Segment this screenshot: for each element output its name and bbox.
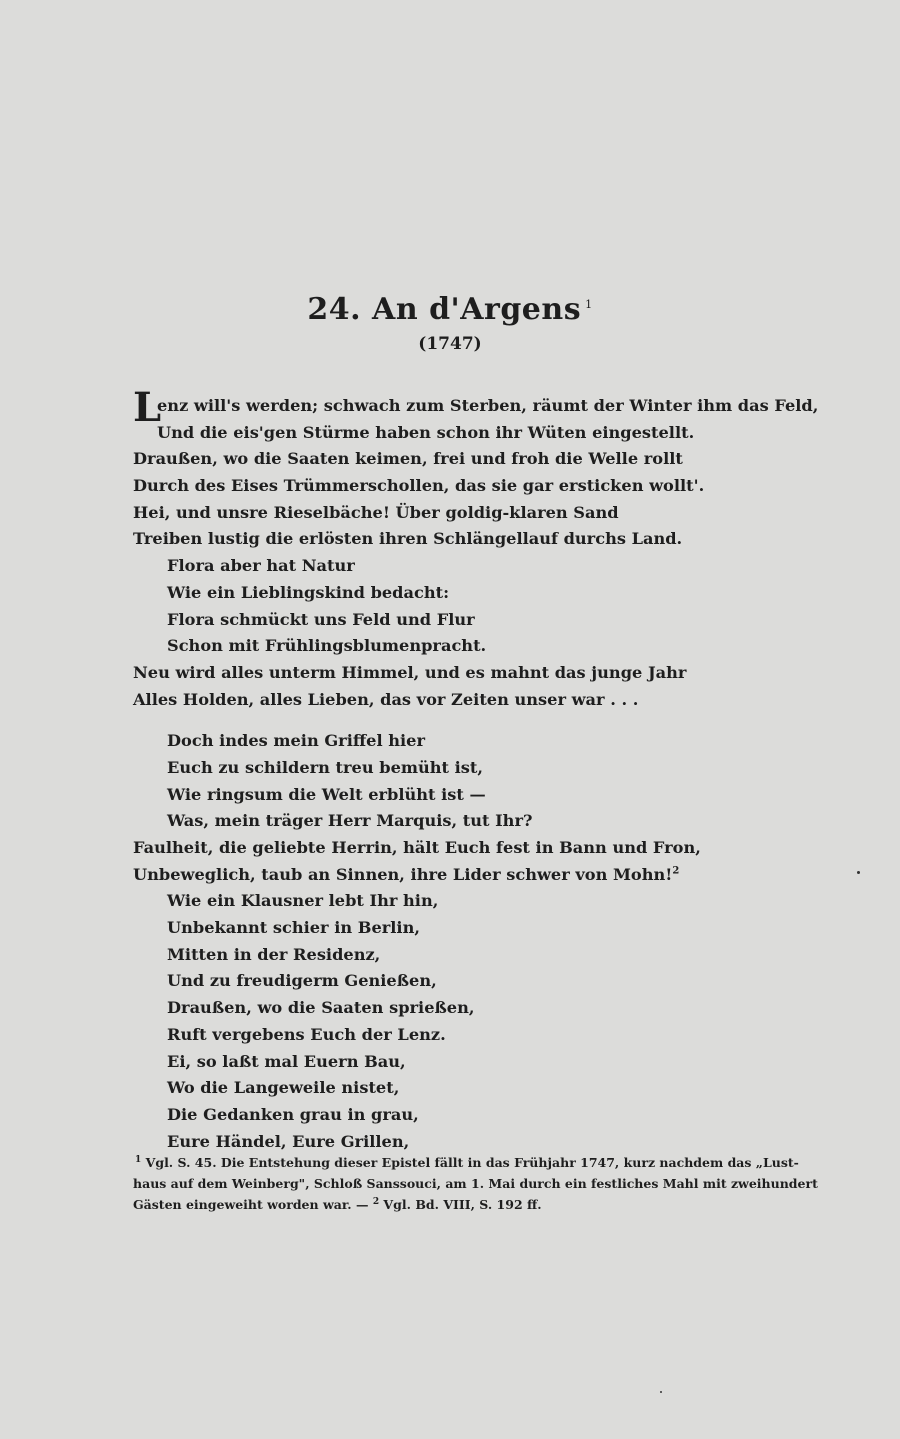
poem-line-12: Alles Holden, alles Lieben, das vor Zeiten unser war . . . <box>133 689 639 709</box>
poem-line-13: Doch indes mein Griffel hier <box>167 731 425 751</box>
poem-body <box>133 384 853 1155</box>
footnote-2-mark: 2 <box>372 1196 380 1207</box>
poem-line-2: Und die eis'gen Stürme haben schon ihr Wüten eingestellt. <box>157 422 695 442</box>
footnote-1-line-2: haus auf dem Weinberg", Schloß Sanssouci, am 1. Mai durch ein festliches Mahl mit zweihundert <box>133 1176 818 1191</box>
poem-line-10: Schon mit Frühlingsblumenpracht. <box>167 636 487 656</box>
poem-line-21: Mitten in der Residenz, <box>167 944 381 964</box>
poem-line-26: Wo die Langeweile nistet, <box>167 1078 400 1098</box>
poem-line-11: Neu wird alles unterm Himmel, und es mahnt das junge Jahr <box>133 662 687 682</box>
poem-line-17: Faulheit, die geliebte Herrin, hält Euch fest in Bann und Fron, <box>133 838 701 857</box>
poem-line-20: Unbekannt schier in Berlin, <box>167 918 420 938</box>
poem-line-14: Euch zu schildern treu bemüht ist, <box>167 757 484 777</box>
poem-line-25: Ei, so laßt mal Euern Bau, <box>167 1051 406 1071</box>
poem-line-23: Draußen, wo die Saaten sprießen, <box>167 998 475 1018</box>
poem-line-6: Treiben lustig die erlösten ihren Schlängellauf durchs Land. <box>133 529 683 549</box>
paper-speck <box>857 871 860 874</box>
paper-speck <box>660 1391 662 1393</box>
poem-line-3: Draußen, wo die Saaten keimen, frei und froh die Welle rollt <box>133 449 683 469</box>
line-footnote-mark: 2 <box>672 865 680 877</box>
poem-line-8: Wie ein Lieblingskind bedacht: <box>167 582 450 602</box>
poem-line-24: Ruft vergebens Euch der Lenz. <box>167 1024 446 1044</box>
drop-cap: L <box>133 384 162 431</box>
stanza-break <box>133 713 853 728</box>
poem-year: (1747) <box>418 334 482 354</box>
poem-line-9: Flora schmückt uns Feld und Flur <box>167 609 475 629</box>
poem-line-15: Wie ringsum die Welt erblüht ist — <box>167 784 486 804</box>
poem-line-22: Und zu freudigerm Genießen, <box>167 971 437 991</box>
poem-line-27: Die Gedanken grau in grau, <box>167 1104 419 1124</box>
footnote-1-line-1: $^1$ Vgl. S. 45. Die Entstehung dieser Epistel fällt in das Frühjahr 1747, kurz nachdem das „Lust- <box>135 1154 799 1170</box>
poem-line-28: Eure Händel, Eure Grillen, <box>167 1131 410 1151</box>
poem-line-18: Unbeweglich, taub an Sinnen, ihre Lider schwer von Mohn!$^2$ <box>133 864 680 884</box>
poem-line-5: Hei, und unsre Rieselbäche! Über goldig-klaren Sand <box>133 502 619 522</box>
footnotes <box>133 1152 818 1215</box>
footnote-1-line-3: Gästen eingeweiht worden war. — $^2$ Vgl. Bd. VIII, S. 192 ff. <box>133 1196 542 1212</box>
title-footnote-mark: 1 <box>585 298 593 311</box>
poem-line-7: Flora aber hat Natur <box>167 556 355 576</box>
footnote-2-text: Vgl. Bd. VIII, S. 192 ff. <box>379 1197 542 1212</box>
footnote-1-mark: 1 <box>135 1154 142 1165</box>
poem-title <box>0 292 900 327</box>
poem-title-text: 24. An d'Argens <box>307 292 582 327</box>
poem-line-4: Durch des Eises Trümmerschollen, das sie gar ersticken wollt'. <box>133 476 705 496</box>
poem-line-19: Wie ein Klausner lebt Ihr hin, <box>167 891 439 911</box>
poem-line-1: Lenz will's werden; schwach zum Sterben, räumt der Winter ihm das Feld, <box>133 384 819 431</box>
poem-line-16: Was, mein träger Herr Marquis, tut Ihr? <box>167 811 533 831</box>
